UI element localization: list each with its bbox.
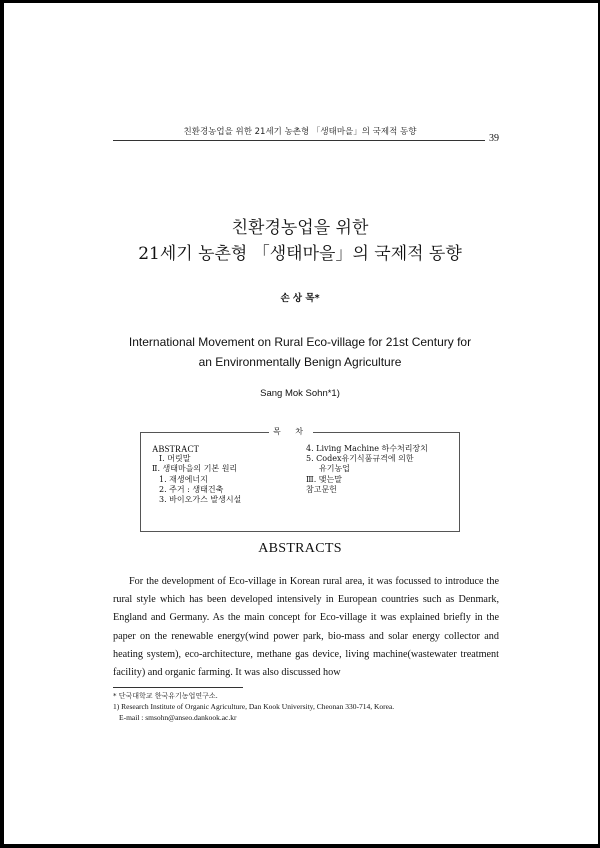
page-border-bottom xyxy=(0,844,600,848)
running-header: 친환경농업을 위한 21세기 농촌형 「생태마을」의 국제적 동향 xyxy=(183,127,417,137)
footnote-email: E-mail : smsohn@anseo.dankook.ac.kr xyxy=(119,712,237,722)
footnote-rule xyxy=(113,687,243,688)
toc-item: 3. 바이오가스 발생시설 xyxy=(159,495,242,505)
toc-item: 4. Living Machine 하수처리장치 xyxy=(306,444,428,453)
korean-title xyxy=(0,215,600,267)
abstract-body xyxy=(113,573,499,682)
toc-item: Ⅱ. 생태마을의 기본 원리 xyxy=(152,464,238,474)
korean-title-line-2: 21세기 농촌형 「생태마을」의 국제적 동향 xyxy=(138,244,462,264)
toc-right-column xyxy=(306,444,428,495)
toc-item: 2. 주거 : 생태건축 xyxy=(159,484,224,494)
toc-item: Ⅰ. 머릿말 xyxy=(159,454,191,464)
table-of-contents xyxy=(140,427,460,532)
header-rule xyxy=(113,140,485,141)
toc-item: ABSTRACT xyxy=(152,444,200,454)
toc-item: Ⅲ. 맺는말 xyxy=(306,474,342,484)
toc-item: 참고문헌 xyxy=(306,484,337,494)
abstract-heading: ABSTRACTS xyxy=(258,541,342,556)
english-title xyxy=(0,332,600,372)
english-author: Sang Mok Sohn*1) xyxy=(260,388,340,399)
toc-item: 5. Codex유기식품규격에 의한 xyxy=(306,454,414,464)
english-title-line-1: International Movement on Rural Eco-village for 21st Century for xyxy=(128,335,472,349)
toc-heading: 목 차 xyxy=(269,426,313,437)
footnote-affiliation-korean: * 단국대학교 한국유기농업연구소. xyxy=(113,692,218,700)
toc-left-column xyxy=(152,444,241,505)
english-title-line-2: an Environmentally Benign Agriculture xyxy=(198,355,402,369)
page-border-top xyxy=(0,0,600,3)
korean-author: 손 상 목* xyxy=(280,293,320,304)
page-number: 39 xyxy=(489,133,499,144)
korean-title-line-1: 친환경농업을 위한 xyxy=(231,218,369,238)
abstract-paragraph: For the development of Eco-village in Korean rural area, it was focussed to introduce the rural style which has been developed intensively in European countries such as Denmark, England and Germany. As the main concept for Eco-village it was explained briefly in the paper on the renewable energy(wind power park, bio-mass and solar energy collector and heating system), eco-architecture, methane gas device, living machine(wastewater treatment facility) and organic farming. It was also discussed how xyxy=(113,576,499,679)
toc-item: 1. 재생에너지 xyxy=(159,474,208,484)
footnote-affiliation-english: 1) Research Institute of Organic Agriculture, Dan Kook University, Cheonan 330-714, Korea. xyxy=(113,701,395,711)
footnotes xyxy=(113,691,503,723)
toc-item: 유기농업 xyxy=(319,464,350,474)
